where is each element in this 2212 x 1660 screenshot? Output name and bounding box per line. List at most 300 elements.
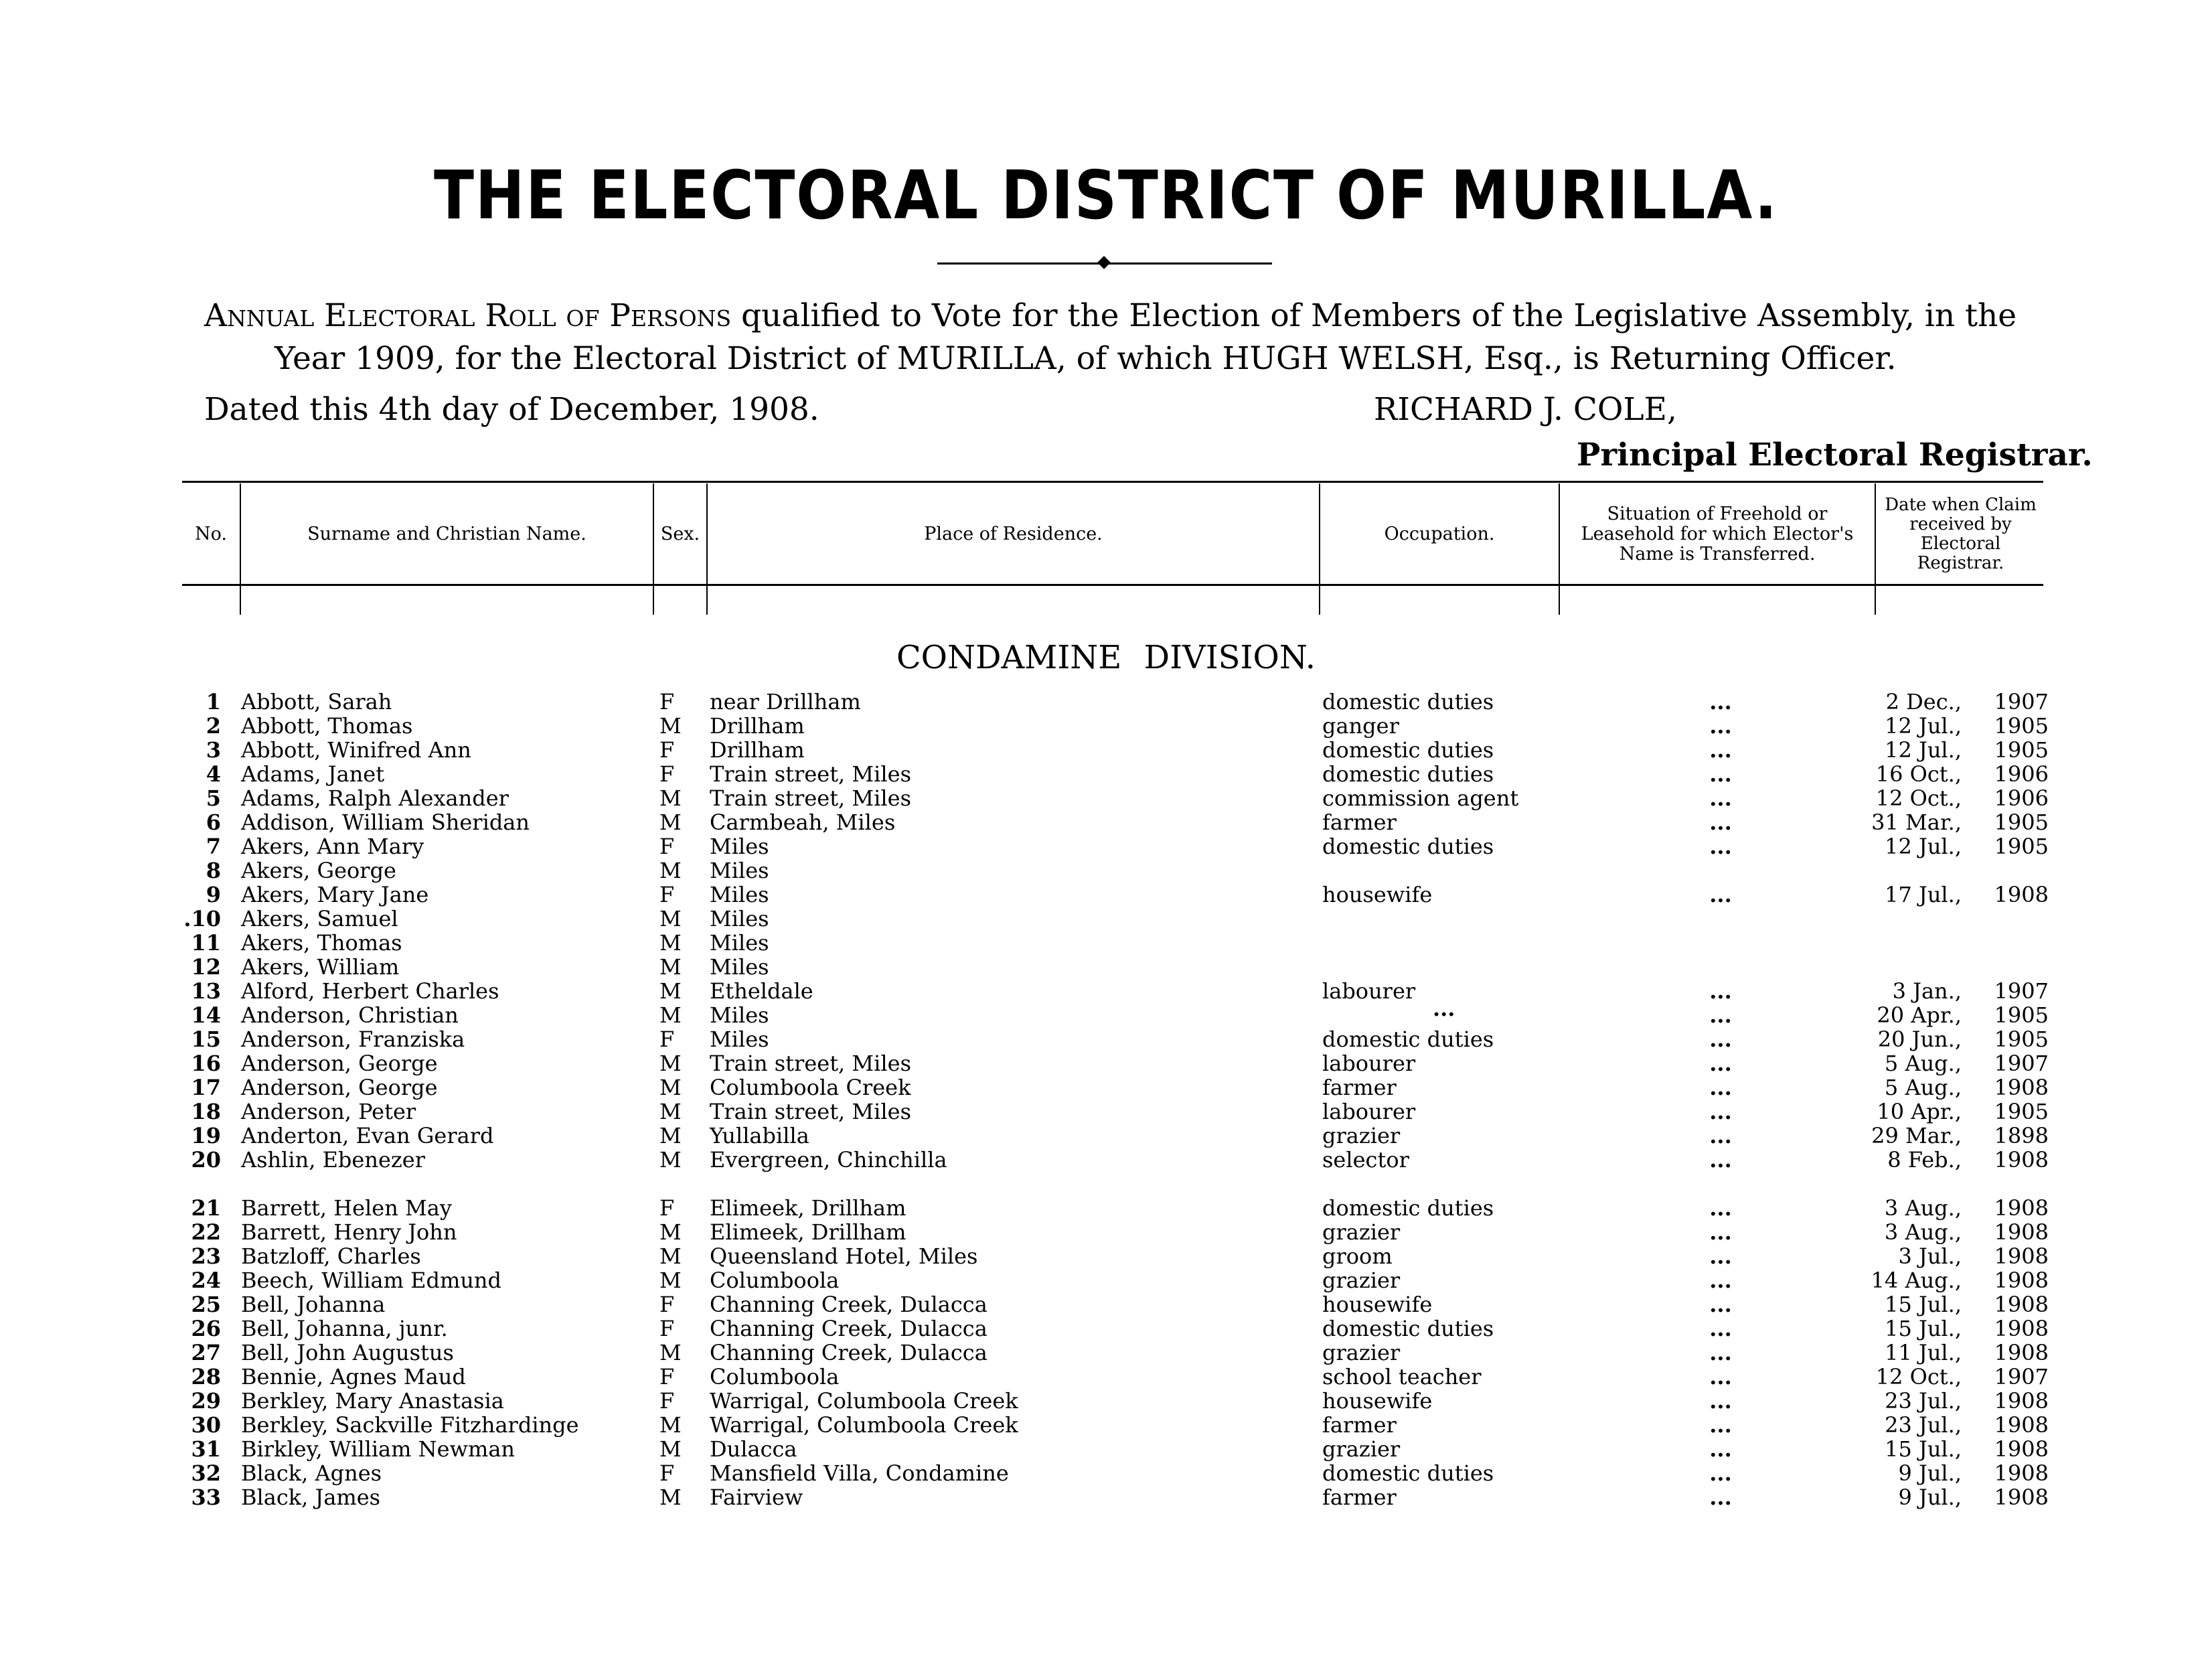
registrar-title: Principal Electoral Registrar. <box>1577 437 2093 473</box>
row-place: Miles <box>710 834 769 859</box>
row-sex: F <box>659 761 675 787</box>
row-date-day: 3 Aug., <box>1884 1195 1962 1221</box>
table-row <box>0 907 2212 931</box>
stray-dots: ... <box>1433 996 1455 1021</box>
row-name: Akers, Mary Jane <box>241 882 429 907</box>
row-no: 13 <box>191 978 221 1004</box>
row-place: Mansfield Villa, Condamine <box>710 1460 1009 1486</box>
row-date-day: 12 Jul., <box>1885 834 1962 859</box>
row-date-year: 1907 <box>1994 978 2049 1004</box>
intro-line-1-rest: qualified to Vote for the Election of Members of the Legislative Assembly, in the <box>731 297 2017 334</box>
row-place: Drillham <box>710 737 805 763</box>
row-name: Bell, John Augustus <box>241 1340 454 1365</box>
row-name: Bell, Johanna <box>241 1292 386 1317</box>
row-name: Alford, Herbert Charles <box>241 978 499 1004</box>
table-row <box>0 1148 2212 1172</box>
row-name: Akers, Ann Mary <box>241 834 424 859</box>
row-place: Train street, Miles <box>710 761 911 787</box>
row-sex: M <box>659 1075 682 1100</box>
row-sex: M <box>659 810 682 835</box>
row-date-year: 1905 <box>1994 1027 2049 1052</box>
row-place: Channing Creek, Dulacca <box>710 1316 988 1341</box>
col-header-sex: Sex. <box>660 523 700 544</box>
row-occupation: labourer <box>1322 1051 1416 1076</box>
row-date-day: 11 Jul., <box>1885 1340 1962 1365</box>
row-name: Batzloff, Charles <box>241 1243 421 1269</box>
row-date-day: 12 Oct., <box>1875 1364 1962 1389</box>
col-divider <box>1875 483 1876 615</box>
row-place: Miles <box>710 1027 769 1052</box>
table-row <box>0 1365 2212 1389</box>
row-date-year: 1906 <box>1994 761 2049 787</box>
row-place: Warrigal, Columboola Creek <box>710 1388 1018 1414</box>
row-sex: M <box>659 1340 682 1365</box>
row-date-day: 9 Jul., <box>1898 1485 1962 1510</box>
row-sex: M <box>659 930 682 956</box>
row-name: Anderson, Franziska <box>241 1027 465 1052</box>
row-sex: M <box>659 785 682 811</box>
table-row <box>0 883 2212 907</box>
row-sex: M <box>659 1485 682 1510</box>
row-situation: ... <box>1709 713 1732 739</box>
row-occupation: domestic duties <box>1322 689 1494 714</box>
row-sex: F <box>659 882 675 907</box>
row-situation: ... <box>1709 1316 1732 1341</box>
row-no: 12 <box>191 954 221 980</box>
row-no: 11 <box>191 930 221 956</box>
row-no: 9 <box>206 882 221 907</box>
row-occupation: domestic duties <box>1322 737 1494 763</box>
row-date-day: 29 Mar., <box>1871 1123 1962 1148</box>
row-no: 8 <box>206 858 221 883</box>
row-date-year: 1908 <box>1994 1268 2049 1293</box>
row-place: Miles <box>710 906 769 931</box>
table-row <box>0 1389 2212 1413</box>
table-row <box>0 1027 2212 1051</box>
row-situation: ... <box>1709 882 1732 907</box>
row-name: Beech, William Edmund <box>241 1268 502 1293</box>
row-name: Bennie, Agnes Maud <box>241 1364 466 1389</box>
row-date-year: 1908 <box>1994 1436 2049 1462</box>
row-date-year: 1908 <box>1994 1316 2049 1341</box>
row-name: Black, Agnes <box>241 1460 382 1486</box>
row-sex: M <box>659 1412 682 1438</box>
row-place: Elimeek, Drillham <box>710 1219 906 1245</box>
row-date-year: 1905 <box>1994 834 2049 859</box>
row-place: Evergreen, Chinchilla <box>710 1147 947 1173</box>
row-date-day: 14 Aug., <box>1871 1268 1962 1293</box>
row-sex: F <box>659 1460 675 1486</box>
row-name: Bell, Johanna, junr. <box>241 1316 448 1341</box>
table-row <box>0 1244 2212 1268</box>
row-date-year: 1908 <box>1994 1460 2049 1486</box>
row-date-day: 17 Jul., <box>1885 882 1962 907</box>
row-date-day: 12 Oct., <box>1875 785 1962 811</box>
row-situation: ... <box>1709 737 1732 763</box>
row-date-day: 23 Jul., <box>1885 1412 1962 1438</box>
table-row <box>0 1220 2212 1244</box>
row-date-year: 1908 <box>1994 1340 2049 1365</box>
row-name: Abbott, Thomas <box>241 713 413 739</box>
row-situation: ... <box>1709 1099 1732 1124</box>
row-name: Anderson, Peter <box>241 1099 416 1124</box>
col-header-date: Date when Claim received by Electoral Registrar. <box>1885 494 2037 573</box>
row-no: 17 <box>191 1075 221 1100</box>
row-date-year: 1905 <box>1994 810 2049 835</box>
table-row <box>0 690 2212 714</box>
row-situation: ... <box>1709 1027 1732 1052</box>
col-divider <box>1559 483 1560 615</box>
registrar-name: RICHARD J. COLE, <box>1374 391 1677 428</box>
row-date-day: 10 Apr., <box>1877 1099 1962 1124</box>
intro-small-caps: Annual Electoral Roll of Persons <box>204 297 732 334</box>
row-no: 4 <box>206 761 221 787</box>
row-name: Abbott, Sarah <box>241 689 392 714</box>
row-place: Columboola <box>710 1364 840 1389</box>
row-sex: M <box>659 1268 682 1293</box>
table-row <box>0 714 2212 738</box>
row-sex: M <box>659 978 682 1004</box>
table-row <box>0 1075 2212 1100</box>
row-place: Dulacca <box>710 1436 797 1462</box>
col-header-place: Place of Residence. <box>924 523 1103 544</box>
row-place: Miles <box>710 882 769 907</box>
row-place: Queensland Hotel, Miles <box>710 1243 978 1269</box>
row-occupation: labourer <box>1322 1099 1416 1124</box>
row-date-day: 3 Jul., <box>1898 1243 1962 1269</box>
row-date-day: 5 Aug., <box>1884 1051 1962 1076</box>
row-situation: ... <box>1709 1388 1732 1414</box>
row-situation: ... <box>1709 1051 1732 1076</box>
table-row <box>0 996 2212 1028</box>
row-date-year: 1905 <box>1994 1099 2049 1124</box>
row-no: 20 <box>191 1147 221 1173</box>
row-situation: ... <box>1709 1412 1732 1438</box>
table-row <box>0 1100 2212 1124</box>
row-sex: M <box>659 1219 682 1245</box>
row-occupation: grazier <box>1322 1123 1401 1148</box>
row-date-day: 12 Jul., <box>1885 737 1962 763</box>
col-header-no: No. <box>195 523 227 544</box>
row-date-year: 1908 <box>1994 1147 2049 1173</box>
row-no: 15 <box>191 1027 221 1052</box>
row-situation: ... <box>1709 978 1732 1004</box>
row-name: Barrett, Henry John <box>241 1219 457 1245</box>
row-situation: ... <box>1709 1340 1732 1365</box>
row-date-year: 1898 <box>1994 1123 2049 1148</box>
table-row <box>0 834 2212 858</box>
table-row <box>0 1316 2212 1341</box>
table-row <box>0 858 2212 883</box>
row-situation: ... <box>1709 1460 1732 1486</box>
table-row <box>0 931 2212 955</box>
row-sex: M <box>659 1123 682 1148</box>
row-no: 18 <box>191 1099 221 1124</box>
row-occupation: selector <box>1322 1147 1409 1173</box>
table-row <box>0 1051 2212 1075</box>
row-occupation: grazier <box>1322 1268 1401 1293</box>
row-date-year: 1907 <box>1994 1051 2049 1076</box>
page-title: THE ELECTORAL DISTRICT OF MURILLA. <box>434 156 1778 234</box>
row-date-year: 1908 <box>1994 1412 2049 1438</box>
row-occupation: grazier <box>1322 1436 1401 1462</box>
row-situation: ... <box>1709 1292 1732 1317</box>
row-name: Akers, Thomas <box>241 930 402 956</box>
row-no: 19 <box>191 1123 221 1148</box>
row-date-year: 1905 <box>1994 737 2049 763</box>
row-no: 1 <box>206 689 221 714</box>
row-occupation: domestic duties <box>1322 1460 1494 1486</box>
row-sex: M <box>659 906 682 931</box>
row-date-day: 15 Jul., <box>1885 1292 1962 1317</box>
row-sex: M <box>659 1436 682 1462</box>
row-occupation: commission agent <box>1322 785 1519 811</box>
row-date-year: 1908 <box>1994 1195 2049 1221</box>
row-sex: M <box>659 1002 682 1028</box>
row-no: 31 <box>191 1436 221 1462</box>
row-situation: ... <box>1709 761 1732 787</box>
ornament-diamond-icon <box>1097 256 1111 269</box>
row-name: Berkley, Mary Anastasia <box>241 1388 504 1414</box>
dated-line: Dated this 4th day of December, 1908. <box>204 391 819 428</box>
row-sex: M <box>659 1147 682 1173</box>
row-no: 24 <box>191 1268 221 1293</box>
row-situation: ... <box>1709 1123 1732 1148</box>
row-date-day: 23 Jul., <box>1885 1388 1962 1414</box>
intro-line-2: Year 1909, for the Electoral District of MURILLA, of which HUGH WELSH, Esq., is Returning Officer. <box>274 340 1897 377</box>
row-occupation: housewife <box>1322 882 1433 907</box>
table-row <box>0 1341 2212 1365</box>
table-row <box>0 738 2212 762</box>
row-sex: M <box>659 713 682 739</box>
row-situation: ... <box>1709 1243 1732 1269</box>
row-date-day: 31 Mar., <box>1871 810 1962 835</box>
row-no: 21 <box>191 1195 221 1221</box>
row-occupation: farmer <box>1322 1075 1397 1100</box>
row-date-day: 20 Jun., <box>1877 1027 1962 1052</box>
row-place: Carmbeah, Miles <box>710 810 896 835</box>
row-situation: ... <box>1709 1002 1732 1028</box>
row-date-year: 1908 <box>1994 1219 2049 1245</box>
row-place: Etheldale <box>710 978 813 1004</box>
row-no: .10 <box>183 906 221 931</box>
row-no: 14 <box>191 1002 221 1028</box>
row-date-year: 1908 <box>1994 882 2049 907</box>
intro-line-1 <box>204 295 2032 337</box>
row-situation: ... <box>1709 1219 1732 1245</box>
row-date-day: 3 Aug., <box>1884 1219 1962 1245</box>
row-place: near Drillham <box>710 689 861 714</box>
row-no: 23 <box>191 1243 221 1269</box>
row-no: 2 <box>206 713 221 739</box>
row-no: 30 <box>191 1412 221 1438</box>
row-place: Fairview <box>710 1485 803 1510</box>
row-place: Drillham <box>710 713 805 739</box>
row-situation: ... <box>1709 1147 1732 1173</box>
row-name: Adams, Ralph Alexander <box>241 785 509 811</box>
row-situation: ... <box>1709 1485 1732 1510</box>
row-place: Miles <box>710 858 769 883</box>
row-place: Miles <box>710 954 769 980</box>
row-occupation: domestic duties <box>1322 1027 1494 1052</box>
row-occupation: housewife <box>1322 1292 1433 1317</box>
row-name: Birkley, William Newman <box>241 1436 515 1462</box>
row-place: Miles <box>710 930 769 956</box>
row-sex: F <box>659 1388 675 1414</box>
row-name: Anderton, Evan Gerard <box>241 1123 494 1148</box>
col-header-occupation: Occupation. <box>1384 523 1495 544</box>
row-name: Akers, Samuel <box>241 906 398 931</box>
table-row <box>0 955 2212 979</box>
row-date-year: 1906 <box>1994 785 2049 811</box>
row-name: Akers, William <box>241 954 400 980</box>
row-date-day: 15 Jul., <box>1885 1436 1962 1462</box>
table-row <box>0 1292 2212 1316</box>
row-no: 7 <box>206 834 221 859</box>
row-place: Warrigal, Columboola Creek <box>710 1412 1018 1438</box>
row-sex: F <box>659 737 675 763</box>
row-sex: F <box>659 1316 675 1341</box>
row-date-year: 1908 <box>1994 1388 2049 1414</box>
row-no: 27 <box>191 1340 221 1365</box>
row-no: 22 <box>191 1219 221 1245</box>
row-name: Addison, William Sheridan <box>241 810 530 835</box>
row-no: 32 <box>191 1460 221 1486</box>
row-name: Adams, Janet <box>241 761 385 787</box>
row-occupation: farmer <box>1322 810 1397 835</box>
row-date-year: 1908 <box>1994 1243 2049 1269</box>
row-place: Yullabilla <box>710 1123 809 1148</box>
row-occupation: domestic duties <box>1322 761 1494 787</box>
row-sex: F <box>659 834 675 859</box>
table-header-bottom-rule <box>182 584 2043 586</box>
row-situation: ... <box>1709 1195 1732 1221</box>
row-date-year: 1908 <box>1994 1292 2049 1317</box>
row-name: Ashlin, Ebenezer <box>241 1147 425 1173</box>
row-place: Miles <box>710 1002 769 1028</box>
row-situation: ... <box>1709 1075 1732 1100</box>
row-date-day: 5 Aug., <box>1884 1075 1962 1100</box>
row-sex: M <box>659 1051 682 1076</box>
row-name: Akers, George <box>241 858 396 883</box>
table-row <box>0 979 2212 1003</box>
row-date-year: 1908 <box>1994 1075 2049 1100</box>
row-occupation: labourer <box>1322 978 1416 1004</box>
row-name: Barrett, Helen May <box>241 1195 452 1221</box>
row-occupation: domestic duties <box>1322 1316 1494 1341</box>
row-occupation: domestic duties <box>1322 1195 1494 1221</box>
division-heading: CONDAMINE DIVISION. <box>896 639 1316 676</box>
table-row <box>0 1461 2212 1485</box>
row-occupation: farmer <box>1322 1485 1397 1510</box>
row-date-day: 16 Oct., <box>1875 761 1962 787</box>
row-sex: F <box>659 1027 675 1052</box>
row-name: Abbott, Winifred Ann <box>241 737 471 763</box>
row-date-day: 3 Jan., <box>1892 978 1962 1004</box>
row-sex: M <box>659 1099 682 1124</box>
table-row <box>0 1268 2212 1292</box>
row-date-year: 1907 <box>1994 689 2049 714</box>
table-row <box>0 810 2212 834</box>
row-name: Black, James <box>241 1485 381 1510</box>
row-place: Elimeek, Drillham <box>710 1195 906 1221</box>
table-row <box>0 1485 2212 1509</box>
row-situation: ... <box>1709 785 1732 811</box>
row-date-day: 20 Apr., <box>1877 1002 1962 1028</box>
row-occupation: groom <box>1322 1243 1393 1269</box>
col-header-name: Surname and Christian Name. <box>307 523 586 544</box>
row-date-year: 1905 <box>1994 713 2049 739</box>
row-place: Channing Creek, Dulacca <box>710 1340 988 1365</box>
row-date-year: 1905 <box>1994 1002 2049 1028</box>
row-sex: F <box>659 1195 675 1221</box>
table-row <box>0 786 2212 810</box>
row-no: 5 <box>206 785 221 811</box>
row-situation: ... <box>1709 1268 1732 1293</box>
row-situation: ... <box>1709 1436 1732 1462</box>
row-date-day: 8 Feb., <box>1887 1147 1962 1173</box>
row-no: 26 <box>191 1316 221 1341</box>
row-situation: ... <box>1709 834 1732 859</box>
table-top-rule <box>182 481 2043 483</box>
row-date-day: 15 Jul., <box>1885 1316 1962 1341</box>
row-date-day: 2 Dec., <box>1885 689 1962 714</box>
row-no: 28 <box>191 1364 221 1389</box>
row-sex: F <box>659 1292 675 1317</box>
table-row <box>0 1413 2212 1437</box>
row-occupation: grazier <box>1322 1340 1401 1365</box>
row-sex: M <box>659 1243 682 1269</box>
row-occupation: domestic duties <box>1322 834 1494 859</box>
row-date-day: 12 Jul., <box>1885 713 1962 739</box>
row-situation: ... <box>1709 1364 1732 1389</box>
row-place: Train street, Miles <box>710 1099 911 1124</box>
row-name: Berkley, Sackville Fitzhardinge <box>241 1412 579 1438</box>
row-place: Train street, Miles <box>710 1051 911 1076</box>
row-occupation: farmer <box>1322 1412 1397 1438</box>
row-sex: M <box>659 954 682 980</box>
row-date-year: 1908 <box>1994 1485 2049 1510</box>
row-occupation: ganger <box>1322 713 1399 739</box>
table-row <box>0 1437 2212 1461</box>
table-row <box>0 762 2212 786</box>
row-no: 16 <box>191 1051 221 1076</box>
row-no: 6 <box>206 810 221 835</box>
row-place: Columboola <box>710 1268 840 1293</box>
row-name: Anderson, George <box>241 1051 438 1076</box>
row-no: 33 <box>191 1485 221 1510</box>
row-no: 29 <box>191 1388 221 1414</box>
title-ornament-rule <box>937 260 1272 267</box>
row-sex: F <box>659 689 675 714</box>
row-sex: M <box>659 858 682 883</box>
row-place: Channing Creek, Dulacca <box>710 1292 988 1317</box>
row-sex: F <box>659 1364 675 1389</box>
row-name: Anderson, George <box>241 1075 438 1100</box>
row-situation: ... <box>1709 689 1732 714</box>
row-place: Columboola Creek <box>710 1075 911 1100</box>
row-occupation: housewife <box>1322 1388 1433 1414</box>
row-date-day: 9 Jul., <box>1898 1460 1962 1486</box>
row-date-year: 1907 <box>1994 1364 2049 1389</box>
row-no: 3 <box>206 737 221 763</box>
row-occupation: school teacher <box>1322 1364 1482 1389</box>
col-header-situation: Situation of Freehold or Leasehold for which Elector's Name is Transferred. <box>1581 503 1854 564</box>
row-no: 25 <box>191 1292 221 1317</box>
row-name: Anderson, Christian <box>241 1002 459 1028</box>
table-row <box>0 1196 2212 1220</box>
row-place: Train street, Miles <box>710 785 911 811</box>
